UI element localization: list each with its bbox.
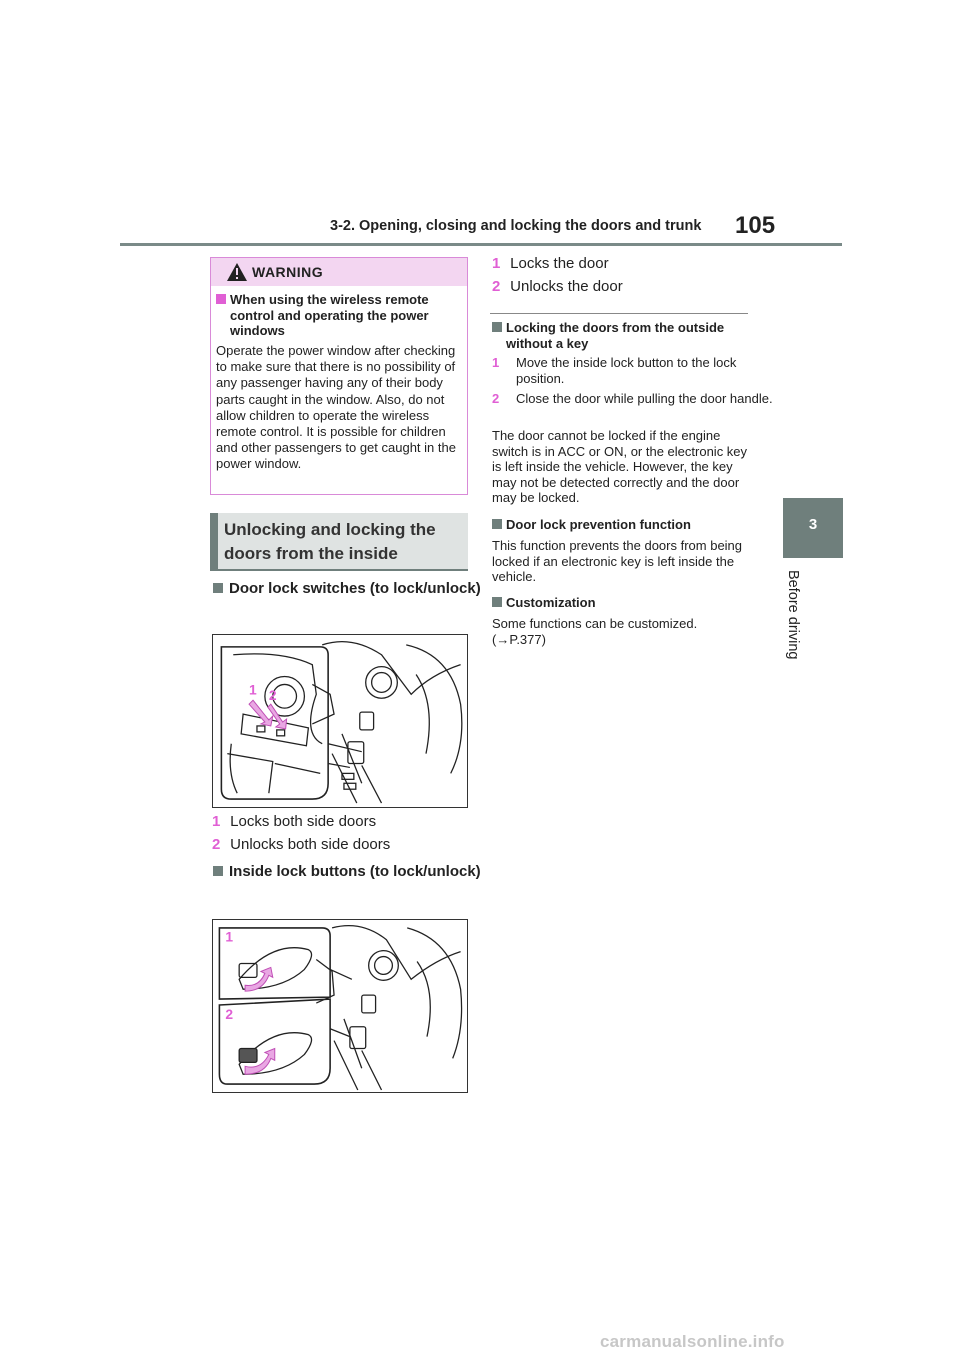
section-heading: Unlocking and locking the doors from the inside — [224, 520, 436, 563]
chapter-number: 3 — [808, 516, 818, 533]
bullet-square-icon — [213, 866, 223, 876]
step-item: 2 Close the door while pulling the door handle. — [492, 391, 773, 406]
bullet-square-icon — [213, 583, 223, 593]
list-item: 1 Locks the door — [492, 255, 609, 272]
divider — [490, 313, 748, 314]
list-item: 2 Unlocks both side doors — [212, 836, 391, 853]
bullet-square-icon — [492, 597, 502, 607]
figure-label-1: 1 — [249, 681, 257, 698]
figure-label-2: 2 — [268, 687, 277, 704]
outside-without-key-note: The door cannot be locked if the engine switch is in ACC or ON, or the electronic key is left inside the vehicle. However, the key may not be detected correctly and the door may be locked. — [492, 428, 748, 505]
section-title: 3-2. Opening, closing and locking the doors and trunk — [330, 218, 702, 234]
prevention-body: This function prevents the doors from being locked if an electronic key is left inside the vehicle. — [492, 538, 743, 584]
footer-watermark: carmanualsonline.info — [600, 1332, 785, 1351]
inside-lock-button-figure — [212, 919, 468, 1093]
warning-subtitle: When using the wireless remote control and operating the power windows — [216, 292, 476, 339]
bullet-square-icon — [492, 519, 502, 529]
warning-header — [211, 258, 467, 286]
customization-body: Some functions can be customized. (→P.377) — [492, 616, 698, 647]
page-number: 105 — [735, 212, 776, 239]
list-item: 2 Unlocks the door — [492, 278, 623, 295]
door-lock-switches-heading: Door lock switches (to lock/unlock) — [213, 578, 484, 600]
header-rule — [120, 243, 842, 246]
inside-lock-buttons-heading: Inside lock buttons (to lock/unlock) — [213, 861, 484, 883]
figure-label-2: 2 — [225, 1005, 234, 1022]
bullet-square-icon — [216, 294, 226, 304]
list-item: 1 Locks both side doors — [212, 813, 377, 830]
door-lock-switch-figure — [212, 634, 468, 808]
warning-body: Operate the power window after checking to make sure that there is no possibility of any passenger having any of their body parts caught in the window. Also, do not allow children to operate the wireless remote control. It is possible for children and other passengers to get caught in the power window. — [216, 343, 456, 472]
figure-label-1: 1 — [225, 928, 234, 945]
customization-heading: Customization — [492, 595, 750, 611]
step-item: 1 Move the inside lock button to the lock position. — [492, 355, 737, 386]
warning-triangle-icon — [226, 262, 248, 282]
warning-title: WARNING — [252, 264, 324, 280]
chapter-label: Before driving — [785, 570, 801, 660]
bullet-square-icon — [492, 322, 502, 332]
prevention-heading: Door lock prevention function — [492, 517, 750, 533]
section-heading-bar — [210, 513, 218, 570]
outside-without-key-heading: Locking the doors from the outside without a key — [492, 320, 764, 351]
section-heading-rule — [210, 569, 468, 571]
